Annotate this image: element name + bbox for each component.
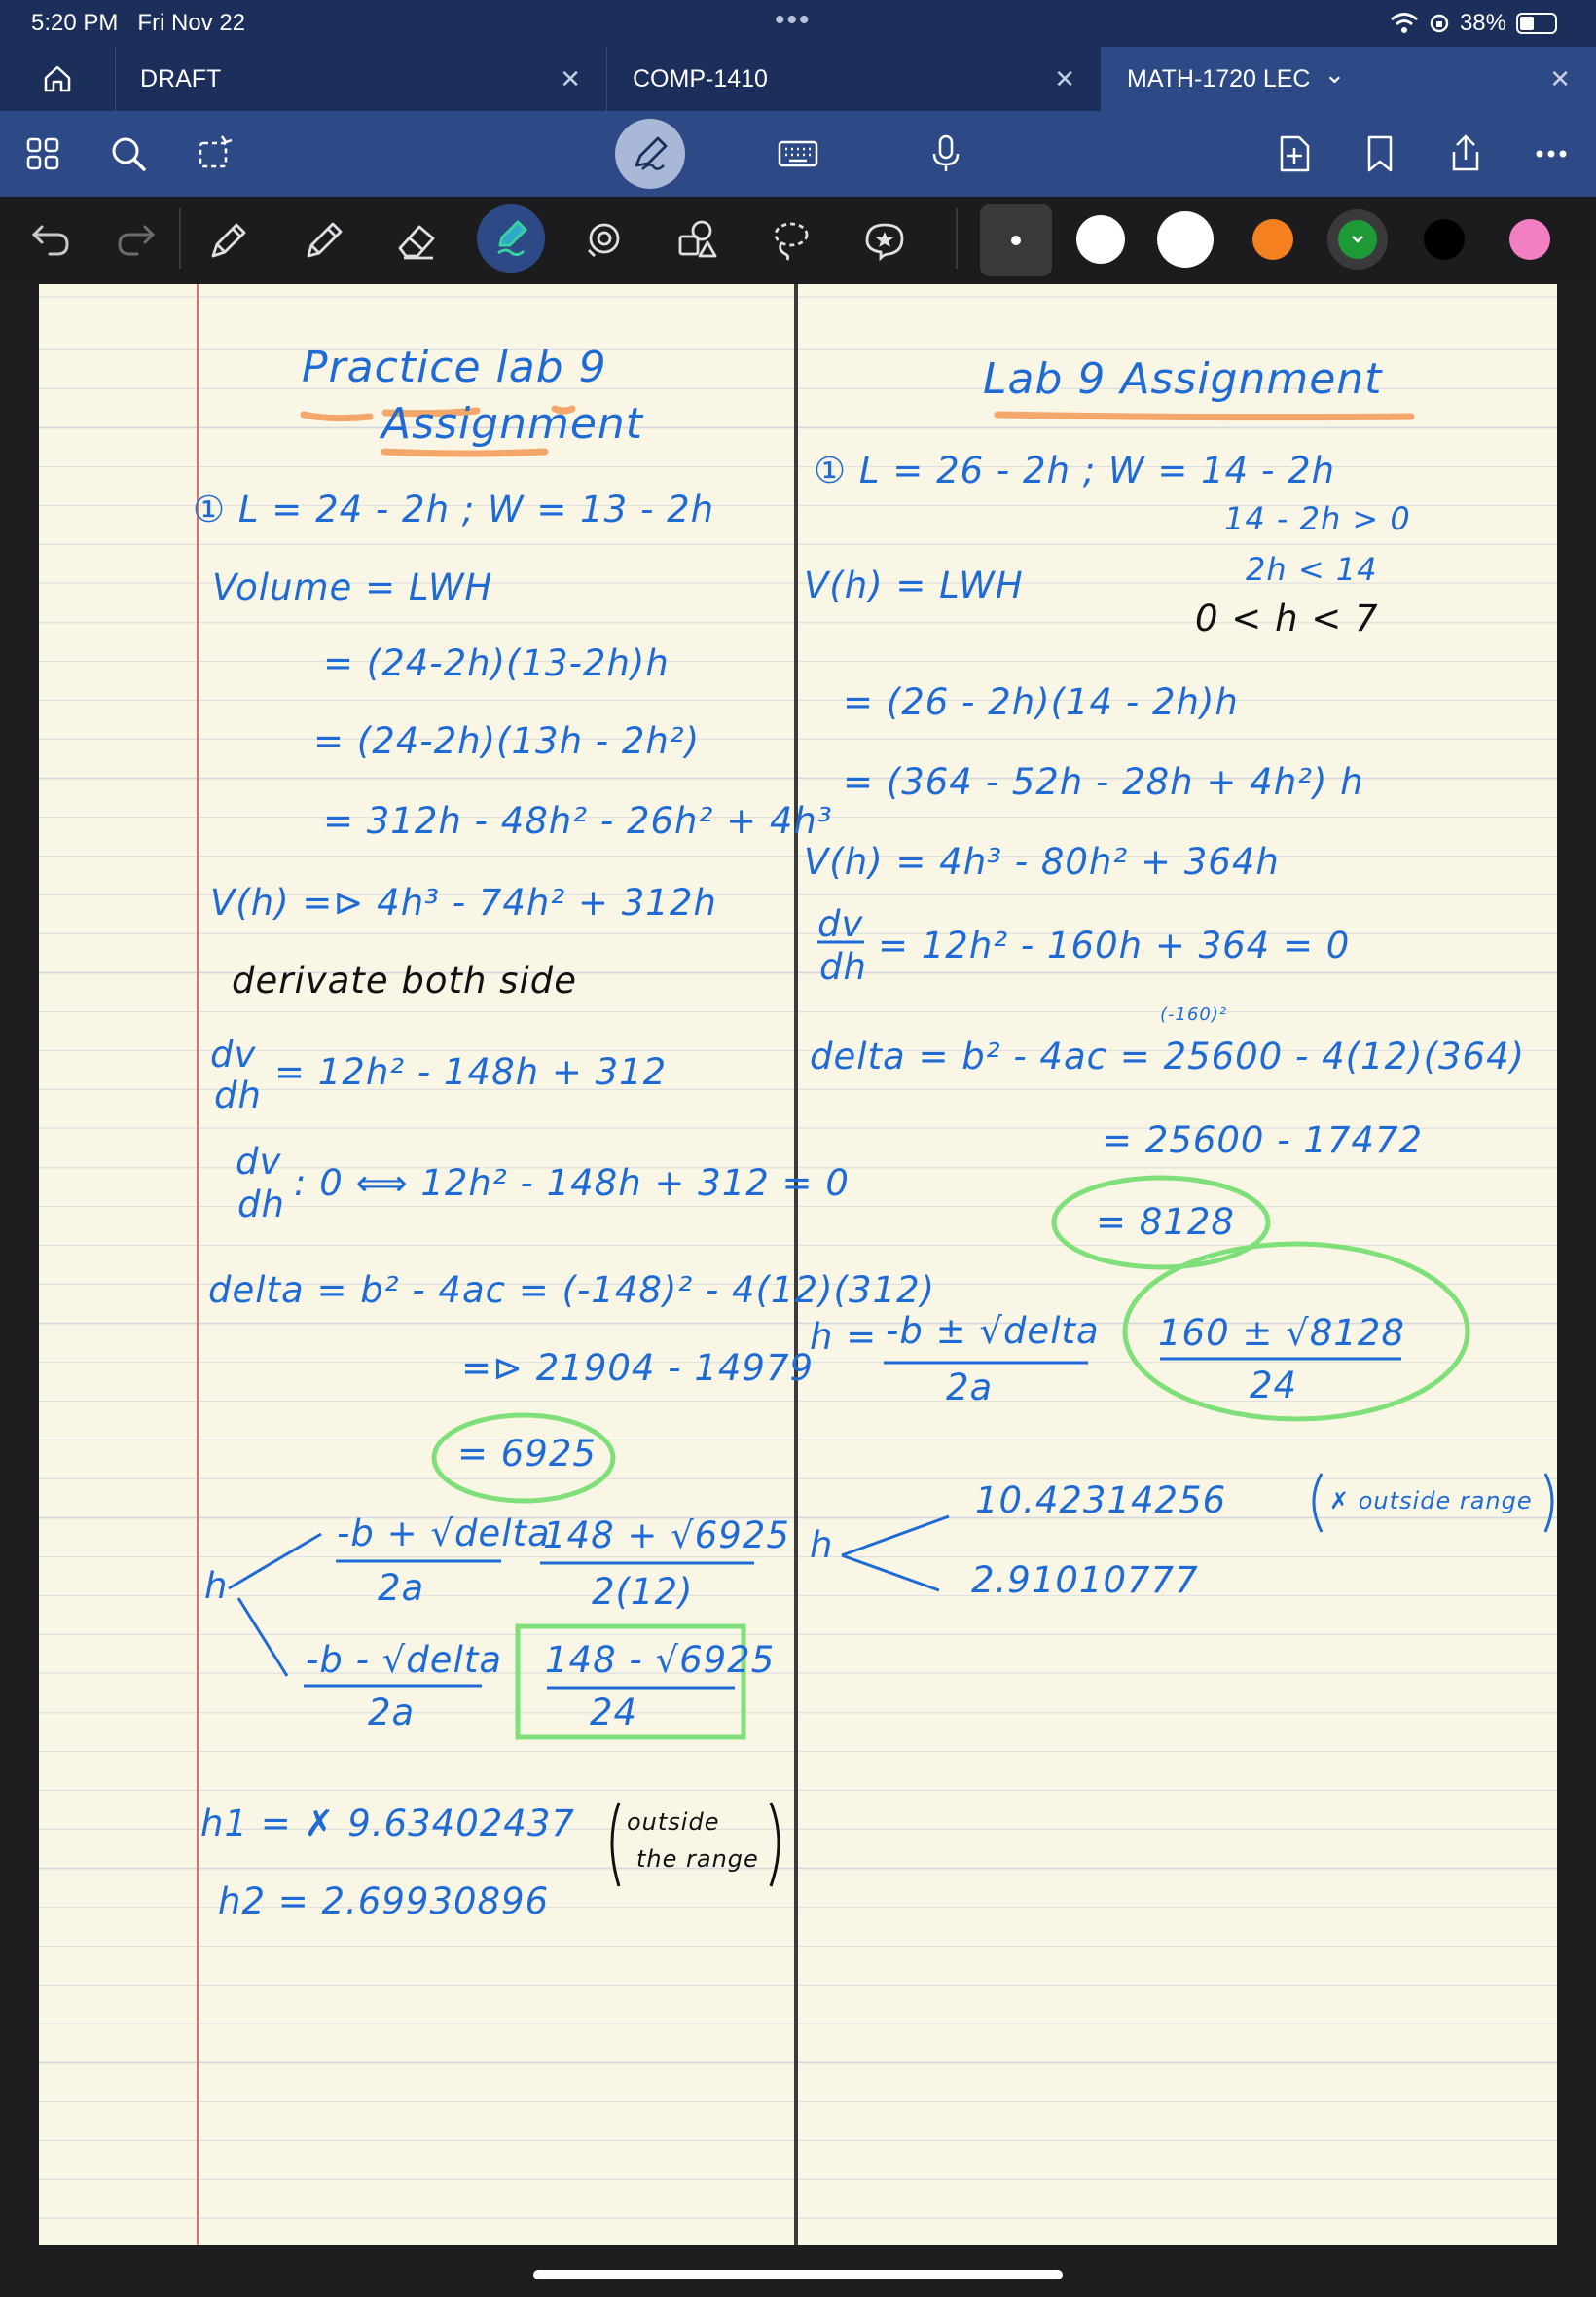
left-root1-denominator: 2a xyxy=(378,1567,425,1609)
chevron-down-icon xyxy=(1338,220,1377,259)
left-line-delta: delta = b² - 4ac = (-148)² - 4(12)(312) xyxy=(208,1269,936,1311)
shape-icon[interactable] xyxy=(576,212,631,267)
left-h-label: h xyxy=(204,1565,229,1607)
swatch-white-large[interactable] xyxy=(1157,211,1214,268)
title-underline xyxy=(304,415,370,419)
notebook-page[interactable] xyxy=(39,284,1557,2245)
swatch-orange[interactable] xyxy=(1252,219,1293,260)
left-line-delta-result: = 6925 xyxy=(457,1433,597,1475)
swatch-green-ring[interactable] xyxy=(1327,209,1388,270)
eraser-icon[interactable] xyxy=(389,212,444,267)
battery-icon xyxy=(1516,13,1557,34)
close-tab-icon[interactable]: ✕ xyxy=(1549,63,1571,93)
right-dv: dv xyxy=(817,903,864,945)
left-line-vh: V(h) =⊳ 4h³ - 74h² + 312h xyxy=(210,882,717,924)
right-h-equals: h = xyxy=(810,1316,878,1358)
left-root1-numerator: -b + √delta xyxy=(337,1513,551,1554)
pen-mode-button[interactable] xyxy=(615,119,685,189)
elements-icon[interactable] xyxy=(670,212,724,267)
left-line-expand-3: = 312h - 48h² - 26h² + 4h³ xyxy=(323,800,833,842)
right-title: Lab 9 Assignment xyxy=(983,354,1383,404)
tab-comp-1410[interactable] xyxy=(607,47,1102,111)
undo-icon[interactable] xyxy=(23,212,78,267)
right-line-expand-1: = (26 - 2h)(14 - 2h)h xyxy=(843,681,1239,723)
right-line-constraint-1: 14 - 2h > 0 xyxy=(1224,500,1411,537)
left-title: Practice lab 9 xyxy=(302,343,607,392)
right-line-delta-result: = 8128 xyxy=(1096,1201,1235,1243)
left-line-expand-2: = (24-2h)(13h - 2h²) xyxy=(313,720,701,762)
right-line-expand-2: = (364 - 52h - 28h + 4h²) h xyxy=(843,761,1364,803)
right-root1-note: ✗ outside range xyxy=(1329,1487,1533,1514)
right-dh: dh xyxy=(819,946,867,988)
pen-mode-icon xyxy=(629,132,671,175)
add-page-icon[interactable] xyxy=(1267,127,1322,181)
tab-label: DRAFT xyxy=(140,64,222,92)
share-icon[interactable] xyxy=(1438,127,1493,181)
tab-label: COMP-1410 xyxy=(633,64,768,92)
right-line-constraint-2: 2h < 14 xyxy=(1246,551,1378,588)
right-h-value-denominator: 24 xyxy=(1250,1365,1298,1406)
multitasking-dots[interactable]: ••• xyxy=(775,4,812,36)
close-tab-icon[interactable]: ✕ xyxy=(1054,63,1075,93)
left-root1-value-denominator: 2(12) xyxy=(592,1571,694,1613)
wifi-icon xyxy=(1390,12,1419,35)
right-line-delta: delta = b² - 4ac = 25600 - 4(12)(364) xyxy=(810,1036,1526,1077)
right-line-derivative: = 12h² - 160h + 364 = 0 xyxy=(878,925,1351,966)
left-line-expand-1: = (24-2h)(13-2h)h xyxy=(323,642,670,684)
right-h-formula-numerator: -b ± √delta xyxy=(886,1310,1100,1352)
status-bar xyxy=(0,0,1596,47)
tab-label: MATH-1720 LEC xyxy=(1127,64,1311,92)
status-indicators xyxy=(1390,10,1557,37)
fountain-pen-icon[interactable] xyxy=(200,212,255,267)
left-h2: h2 = 2.69930896 xyxy=(218,1880,550,1922)
sticker-icon[interactable] xyxy=(856,212,911,267)
right-line-range: 0 < h < 7 xyxy=(1195,598,1379,639)
top-toolbar xyxy=(0,111,1596,197)
right-h-label: h xyxy=(810,1524,834,1566)
left-line-delta-calc: =⊳ 21904 - 14979 xyxy=(461,1347,815,1389)
left-dv: dv xyxy=(210,1034,257,1076)
right-line-vh: V(h) = 4h³ - 80h² + 364h xyxy=(804,841,1280,883)
left-h1-note-range: the range xyxy=(636,1845,759,1873)
battery-level xyxy=(1520,17,1534,30)
paren xyxy=(1314,1474,1322,1532)
left-dh: dh xyxy=(214,1075,262,1116)
tab-math-1720-lec[interactable] xyxy=(1102,47,1596,111)
right-root1: 10.42314256 xyxy=(975,1479,1227,1521)
left-root2-denominator: 2a xyxy=(368,1692,416,1733)
right-line-delta-calc: = 25600 - 17472 xyxy=(1102,1119,1424,1161)
status-time: 5:20 PM Fri Nov 22 xyxy=(31,10,246,36)
left-h1: h1 = ✗ 9.63402437 xyxy=(200,1803,575,1844)
lasso-select-icon[interactable] xyxy=(187,127,241,181)
paren xyxy=(612,1803,619,1886)
left-h1-note-outside: outside xyxy=(627,1808,720,1836)
orientation-lock-icon xyxy=(1429,13,1450,34)
redo-icon[interactable] xyxy=(109,212,163,267)
lasso-icon[interactable] xyxy=(763,212,817,267)
tab-options-chevron-icon[interactable]: ⌄ xyxy=(1324,58,1346,89)
right-h-formula-denominator: 2a xyxy=(946,1367,994,1408)
grid-icon[interactable] xyxy=(16,127,70,181)
swatch-white-small[interactable] xyxy=(1076,215,1125,264)
swatch-white-dot[interactable] xyxy=(1011,236,1021,245)
swatch-green[interactable] xyxy=(1338,220,1377,259)
left-line-dimensions: ① L = 24 - 2h ; W = 13 - 2h xyxy=(193,489,715,530)
branch-line xyxy=(842,1555,939,1590)
home-button[interactable] xyxy=(0,47,116,111)
branch-line xyxy=(842,1516,949,1555)
paren xyxy=(1545,1474,1552,1532)
left-dh: dh xyxy=(237,1184,285,1225)
swatch-pink[interactable] xyxy=(1509,219,1550,260)
left-line-volume: Volume = LWH xyxy=(212,566,493,608)
left-line-set-zero: : 0 ⟺ 12h² - 148h + 312 = 0 xyxy=(294,1162,850,1204)
home-indicator[interactable] xyxy=(533,2270,1063,2279)
right-root2: 2.91010777 xyxy=(971,1559,1199,1601)
close-tab-icon[interactable]: ✕ xyxy=(560,63,581,93)
left-line-derivate-note: derivate both side xyxy=(232,960,577,1002)
right-h-value-numerator: 160 ± √8128 xyxy=(1158,1312,1405,1354)
keyboard-icon[interactable] xyxy=(771,127,825,181)
tab-draft[interactable] xyxy=(115,47,607,111)
left-dv: dv xyxy=(236,1141,282,1183)
pencil-icon[interactable] xyxy=(296,212,350,267)
left-subtitle: Assignment xyxy=(381,399,644,449)
paren xyxy=(771,1803,779,1886)
bookmark-icon[interactable] xyxy=(1353,127,1407,181)
toolbar-divider xyxy=(179,208,181,269)
right-line-dimensions: ① L = 26 - 2h ; W = 14 - 2h xyxy=(814,450,1336,492)
left-line-derivative: = 12h² - 148h + 312 xyxy=(274,1051,668,1093)
branch-line xyxy=(229,1534,321,1588)
left-root2-numerator: -b - √delta xyxy=(306,1639,502,1681)
microphone-icon[interactable] xyxy=(919,127,973,181)
right-note-square: (-160)² xyxy=(1160,1004,1228,1025)
tab-bar xyxy=(0,47,1596,111)
left-root2-value-numerator: 148 - √6925 xyxy=(545,1639,776,1681)
battery-percent: 38% xyxy=(1459,10,1506,36)
toolbar-divider xyxy=(956,208,958,269)
right-line-volume: V(h) = LWH xyxy=(804,565,1024,606)
home-icon xyxy=(41,62,74,95)
left-root2-value-denominator: 24 xyxy=(590,1692,638,1733)
swatch-black[interactable] xyxy=(1424,219,1465,260)
left-root1-value-numerator: 148 + √6925 xyxy=(543,1514,790,1556)
search-icon[interactable] xyxy=(101,127,156,181)
title-underline xyxy=(998,415,1411,418)
branch-line xyxy=(238,1598,287,1676)
title-underline xyxy=(384,452,545,454)
drawing-toolbar xyxy=(0,197,1596,280)
highlighter-icon[interactable] xyxy=(477,204,545,273)
more-icon[interactable] xyxy=(1524,127,1578,181)
